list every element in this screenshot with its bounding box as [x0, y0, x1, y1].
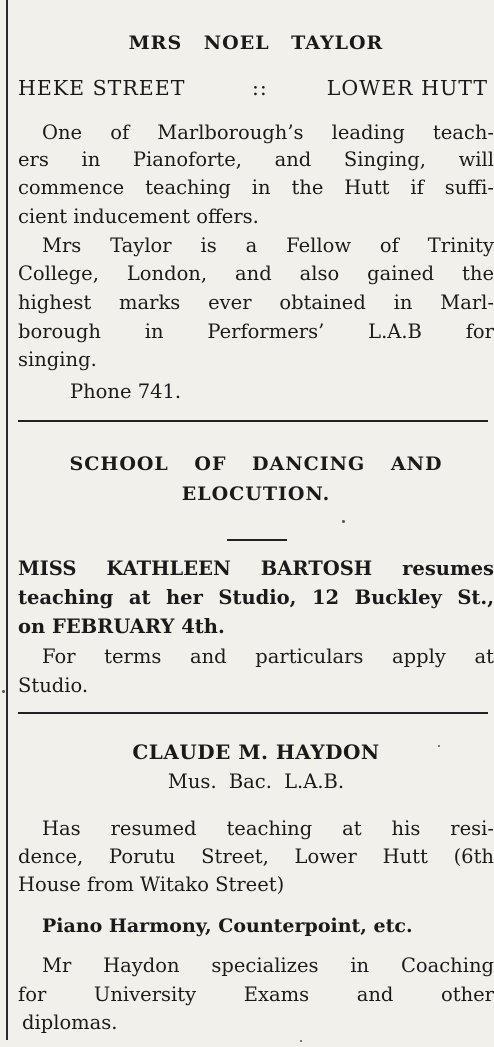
ad3-line: for University Exams and other	[18, 983, 494, 1006]
print-speck	[2, 690, 5, 693]
ad3-subjects: Piano Harmony, Counterpoint, etc.	[42, 915, 413, 937]
ad-divider	[18, 712, 488, 714]
ad1-line: ers in Pianoforte, and Singing, will	[18, 148, 494, 171]
ad1-line: commence teaching in the Hutt if suffi-	[18, 176, 494, 199]
ad1-address	[18, 76, 494, 100]
ad1-line: College, London, and also gained the	[18, 262, 494, 285]
ad2-line: Studio.	[18, 674, 89, 697]
ad2-line: on FEBRUARY 4th.	[18, 615, 225, 638]
ad3-line: House from Witako Street)	[18, 873, 285, 896]
print-speck	[342, 520, 345, 523]
ad1-line: cient inducement offers.	[18, 205, 259, 228]
ad1-line: borough in Performers’ L.A.B for	[18, 320, 494, 343]
ad1-line: highest marks ever obtained in Marl-	[18, 291, 494, 314]
ad2-line: For terms and particulars apply at	[42, 645, 494, 668]
ad2-line: teaching at her Studio, 12 Buckley St.,	[18, 586, 494, 609]
print-speck	[438, 745, 440, 747]
ad1-address-town: LOWER HUTT	[326, 76, 488, 100]
ad2-title-line1: SCHOOL OF DANCING AND	[69, 453, 443, 475]
ad1-phone: Phone 741.	[70, 380, 182, 403]
ad1-address-street: HEKE STREET	[18, 76, 186, 100]
ad-divider	[18, 420, 488, 422]
print-speck	[300, 1040, 302, 1042]
ad3-line: Mr Haydon specializes in Coaching	[42, 954, 494, 977]
ad3-line: diplomas.	[22, 1011, 118, 1034]
ad2-line: MISS KATHLEEN BARTOSH resumes	[18, 557, 494, 580]
ad1-title: MRS NOEL TAYLOR	[128, 32, 384, 54]
ad1-line: singing.	[18, 348, 97, 371]
ad3-subtitle: Mus. Bac. L.A.B.	[167, 770, 345, 793]
ad3-title: CLAUDE M. HAYDON	[132, 740, 380, 764]
ad1-line: One of Marlborough’s leading teach-	[42, 121, 494, 144]
ad1-address-separator: ::	[252, 76, 268, 100]
column-margin-rule	[6, 0, 8, 1040]
ad3-line: dence, Porutu Street, Lower Hutt (6th	[18, 845, 494, 868]
ad3-line: Has resumed teaching at his resi-	[42, 817, 494, 840]
ad2-title-line2: ELOCUTION.	[181, 483, 331, 505]
ad1-line: Mrs Taylor is a Fellow of Trinity	[42, 234, 494, 257]
ad2-title-rule	[227, 539, 287, 541]
